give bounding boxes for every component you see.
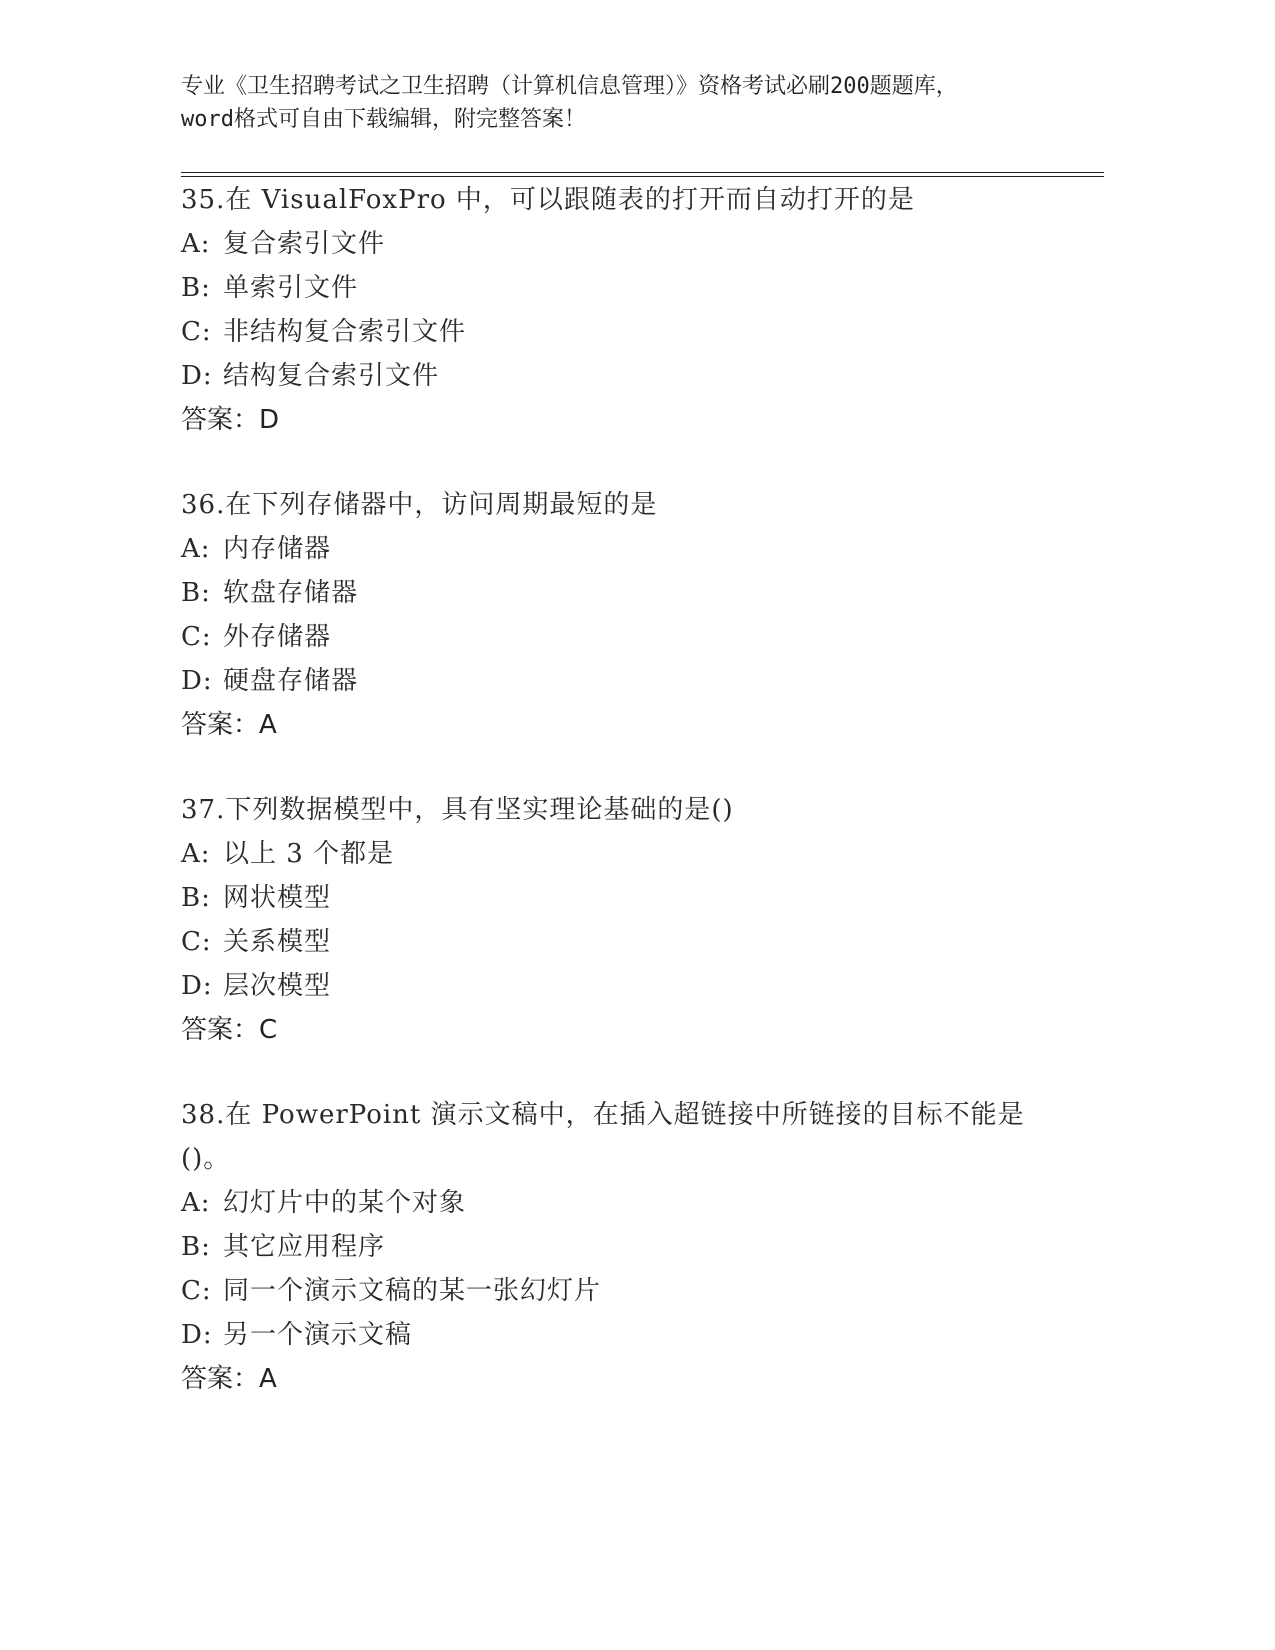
option-letter: C: bbox=[181, 622, 212, 652]
option-c bbox=[181, 1269, 1081, 1313]
option-text: 非结构复合索引文件 bbox=[223, 317, 467, 347]
question-stem: 36.在下列存储器中，访问周期最短的是 bbox=[181, 490, 658, 520]
option-text: 同一个演示文稿的某一张幻灯片 bbox=[223, 1276, 602, 1306]
option-text: 外存储器 bbox=[223, 622, 332, 652]
header-line-1: 专业《卫生招聘考试之卫生招聘（计算机信息管理）》资格考试必刷200题题库， bbox=[181, 74, 958, 99]
question-stem-continued: ()。 bbox=[181, 1144, 231, 1174]
option-letter: C: bbox=[181, 317, 212, 347]
question-block bbox=[181, 788, 1081, 1052]
option-d bbox=[181, 1313, 1081, 1357]
option-letter: B: bbox=[181, 883, 211, 913]
option-a bbox=[181, 1181, 1081, 1225]
option-text: 其它应用程序 bbox=[223, 1232, 386, 1262]
option-b bbox=[181, 1225, 1081, 1269]
option-b bbox=[181, 876, 1081, 920]
header-line-2: word格式可自由下载编辑，附完整答案！ bbox=[181, 107, 586, 132]
question-block bbox=[181, 483, 1081, 747]
option-text: 内存储器 bbox=[223, 534, 332, 564]
option-c bbox=[181, 615, 1081, 659]
option-text: 软盘存储器 bbox=[223, 578, 359, 608]
option-text: 幻灯片中的某个对象 bbox=[223, 1188, 467, 1218]
option-letter: A: bbox=[181, 1188, 211, 1218]
option-d bbox=[181, 659, 1081, 703]
option-letter: A: bbox=[181, 534, 211, 564]
option-d bbox=[181, 964, 1081, 1008]
question-block bbox=[181, 1093, 1081, 1401]
option-letter: D: bbox=[181, 971, 213, 1001]
option-letter: D: bbox=[181, 1320, 213, 1350]
option-a bbox=[181, 222, 1081, 266]
answer-line: 答案：C bbox=[181, 1015, 278, 1045]
option-d bbox=[181, 354, 1081, 398]
option-text: 以上 3 个都是 bbox=[223, 839, 395, 869]
option-letter: A: bbox=[181, 229, 211, 259]
question-block bbox=[181, 178, 1081, 442]
option-a bbox=[181, 527, 1081, 571]
option-letter: A: bbox=[181, 839, 211, 869]
header-divider-top bbox=[181, 172, 1104, 173]
question-stem: 38.在 PowerPoint 演示文稿中，在插入超链接中所链接的目标不能是 bbox=[181, 1100, 1025, 1130]
option-letter: C: bbox=[181, 927, 212, 957]
header-divider-bottom bbox=[181, 176, 1104, 177]
option-text: 层次模型 bbox=[223, 971, 332, 1001]
option-text: 结构复合索引文件 bbox=[223, 361, 440, 391]
option-b bbox=[181, 571, 1081, 615]
option-letter: B: bbox=[181, 1232, 211, 1262]
option-a bbox=[181, 832, 1081, 876]
document-header bbox=[181, 70, 1081, 136]
question-stem: 35.在 VisualFoxPro 中，可以跟随表的打开而自动打开的是 bbox=[181, 185, 915, 215]
answer-line: 答案：A bbox=[181, 710, 277, 740]
answer-line: 答案：A bbox=[181, 1364, 277, 1394]
option-b bbox=[181, 266, 1081, 310]
question-stem: 37.下列数据模型中，具有坚实理论基础的是() bbox=[181, 795, 734, 825]
option-text: 关系模型 bbox=[223, 927, 332, 957]
option-c bbox=[181, 920, 1081, 964]
option-c bbox=[181, 310, 1081, 354]
option-letter: D: bbox=[181, 666, 213, 696]
option-text: 网状模型 bbox=[223, 883, 332, 913]
option-text: 硬盘存储器 bbox=[223, 666, 359, 696]
option-text: 单索引文件 bbox=[223, 273, 359, 303]
option-text: 复合索引文件 bbox=[223, 229, 386, 259]
option-letter: B: bbox=[181, 273, 211, 303]
option-letter: C: bbox=[181, 1276, 212, 1306]
option-letter: B: bbox=[181, 578, 211, 608]
option-letter: D: bbox=[181, 361, 213, 391]
answer-line: 答案：D bbox=[181, 405, 280, 435]
option-text: 另一个演示文稿 bbox=[223, 1320, 413, 1350]
